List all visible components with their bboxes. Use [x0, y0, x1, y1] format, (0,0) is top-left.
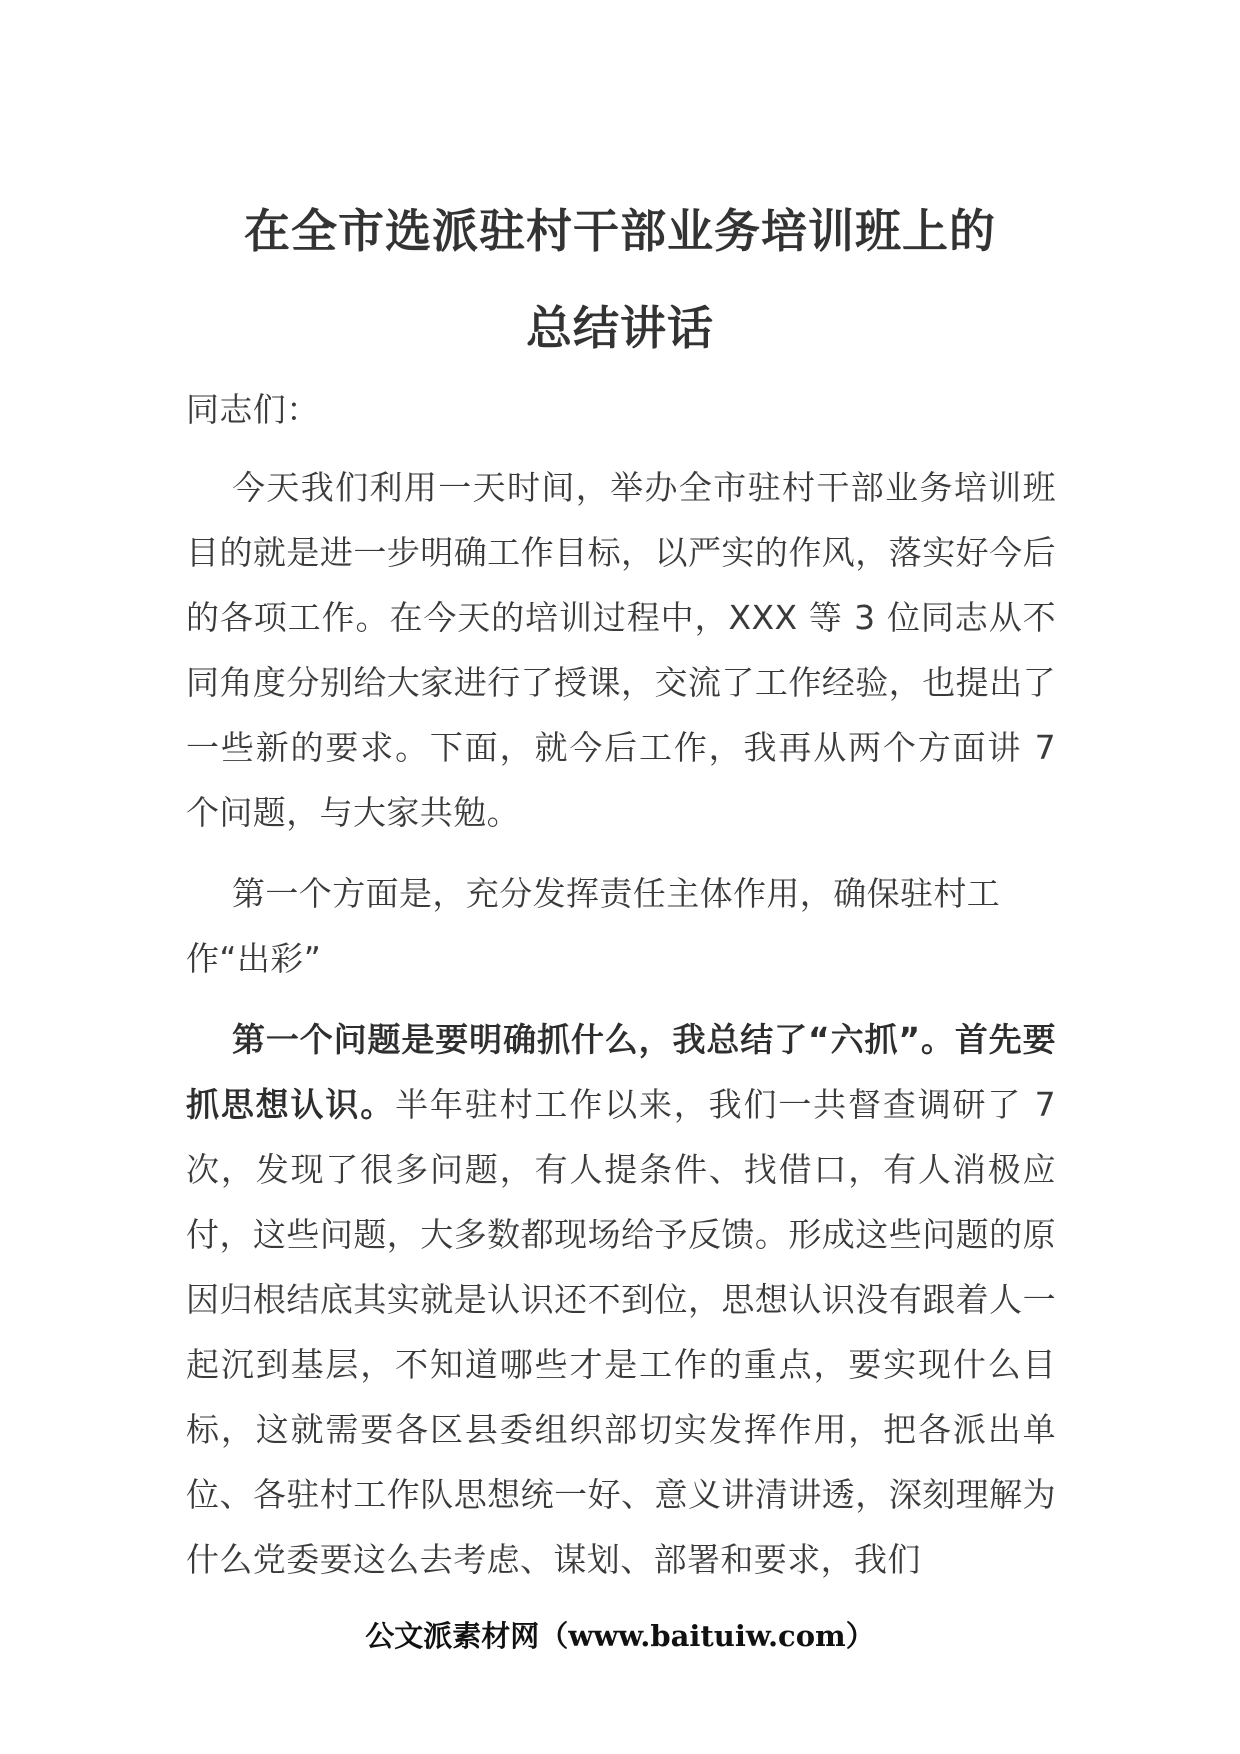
document-title-line1: 在全市选派驻村干部业务培训班上的 — [244, 204, 996, 258]
paragraph-intro: 今天我们利用一天时间，举办全市驻村干部业务培训班目的就是进一步明确工作目标，以严实的作风，落实好今后的各项工作。在今天的培训过程中，XXX 等 3 位同志从不同角度分别给大家进行了授课，交流了工作经验，也提出了一些新的要求。下面，就今后工作，我再从两个方面讲 7 个问题，与大家共勉。 — [186, 468, 1056, 832]
paragraph-issue-one-lead: 第一个问题是要明确抓什么，我总结了“六抓”。首先要抓思想认识。 — [186, 1020, 1056, 1124]
paragraph-issue-one-body: 半年驻村工作以来，我们一共督查调研了 7 次，发现了很多问题，有人提条件、找借口，有人消极应付，这些问题，大多数都现场给予反馈。形成这些问题的原因归根结底其实就是认识还不到位，思想认识没有跟着人一起沉到基层，不知道哪些才是工作的重点，要实现什么目标，这就需要各区县委组织部切实发挥作用，把各派出单位、各驻村工作队思想统一好、意义讲清讲透，深刻理解为什么党委要这么去考虑、谋划、部署和要求，我们 — [186, 1085, 1056, 1579]
paragraph-issue-one — [186, 1007, 1056, 1592]
document-title-line2: 总结讲话 — [526, 301, 714, 355]
salutation: 同志们： — [186, 390, 320, 429]
paragraph-aspect-one: 第一个方面是，充分发挥责任主体作用，确保驻村工作“出彩” — [186, 874, 1001, 978]
footer-watermark: 公文派素材网（www.baituiw.com） — [365, 1619, 875, 1653]
